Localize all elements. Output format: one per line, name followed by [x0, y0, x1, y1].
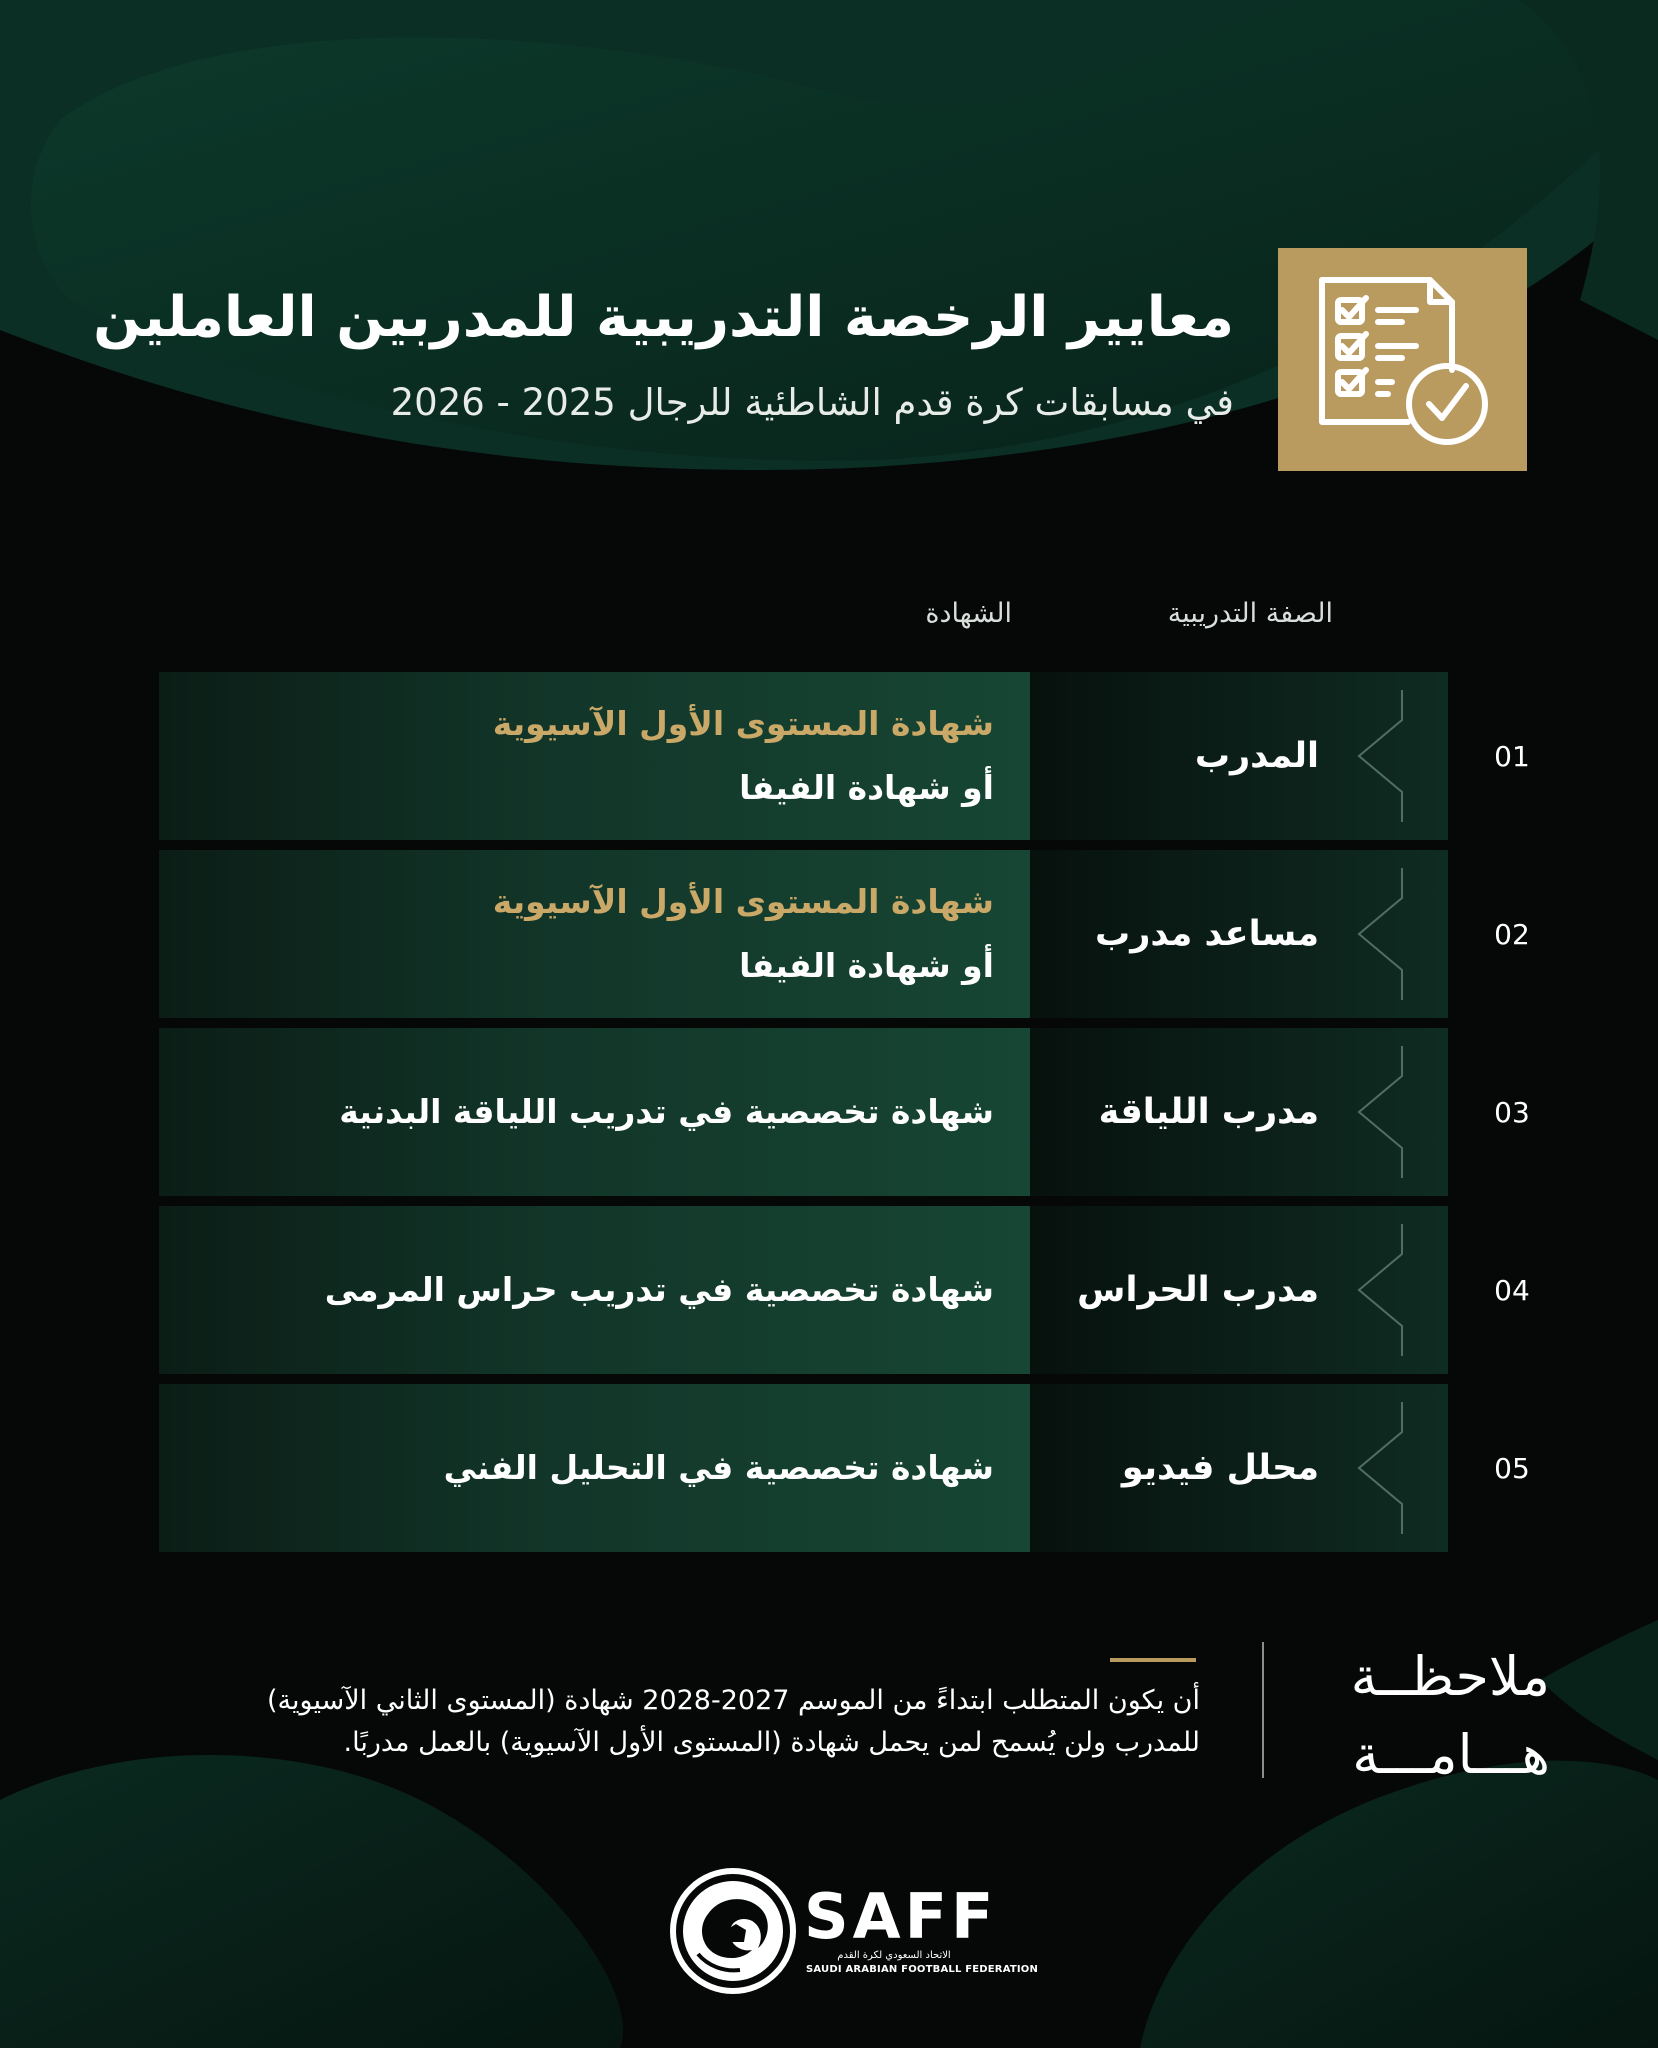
chevron-left-icon	[1356, 868, 1406, 1000]
role-label: مدرب اللياقة	[1098, 1092, 1319, 1132]
column-header-role: الصفة التدريبية	[1167, 598, 1333, 629]
note-text	[100, 1680, 1200, 1764]
certificate-text	[154, 1028, 994, 1196]
note-title	[1290, 1638, 1550, 1794]
row-number: 04	[1494, 1273, 1530, 1307]
certificate-primary: شهادة تخصصية في التحليل الفني	[443, 1448, 994, 1487]
table-row	[159, 1384, 1530, 1552]
checklist-icon	[1312, 270, 1502, 450]
row-number: 03	[1494, 1095, 1530, 1129]
certificate-text	[154, 850, 994, 1018]
page-title: معايير الرخصة التدريبية للمدربين العاملين	[93, 285, 1234, 350]
role-label: مدرب الحراس	[1077, 1270, 1319, 1310]
certificate-primary: شهادة تخصصية في تدريب حراس المرمى	[324, 1270, 994, 1309]
note-title-line-1: ملاحظــة	[1350, 1645, 1550, 1708]
note-title-line-2: هـــامـــة	[1352, 1723, 1550, 1786]
certificate-secondary: أو شهادة الفيفا	[739, 768, 994, 807]
note-accent-line	[1110, 1658, 1196, 1662]
chevron-left-icon	[1356, 1046, 1406, 1178]
chevron-left-icon	[1356, 1402, 1406, 1534]
table-row	[159, 1028, 1530, 1196]
row-number: 05	[1494, 1451, 1530, 1485]
header-icon-box	[1278, 248, 1527, 471]
certificate-text	[154, 1206, 994, 1374]
role-label: مساعد مدرب	[1095, 914, 1319, 954]
table-row	[159, 1206, 1530, 1374]
falcon-ball-emblem-icon	[668, 1866, 798, 1996]
certificate-secondary: أو شهادة الفيفا	[739, 946, 994, 985]
row-number: 01	[1494, 739, 1530, 773]
column-header-certificate: الشهادة	[925, 598, 1012, 629]
logo-english-name: SAUDI ARABIAN FOOTBALL FEDERATION	[806, 1964, 1039, 1975]
table-row	[159, 672, 1530, 840]
note-line-2: للمدرب ولن يُسمح لمن يحمل شهادة (المستوى الأول الآسيوية) بالعمل مدربًا.	[343, 1727, 1200, 1758]
logo-wordmark: SAFF	[804, 1880, 998, 1953]
certificate-primary: شهادة تخصصية في تدريب اللياقة البدنية	[339, 1092, 994, 1131]
chevron-left-icon	[1356, 1224, 1406, 1356]
certificate-primary: شهادة المستوى الأول الآسيوية	[492, 704, 994, 743]
note-line-1: أن يكون المتطلب ابتداءً من الموسم 2027-2028 شهادة (المستوى الثاني الآسيوية)	[267, 1685, 1200, 1716]
chevron-left-icon	[1356, 690, 1406, 822]
row-number: 02	[1494, 917, 1530, 951]
role-label: المدرب	[1194, 736, 1319, 776]
certificate-text	[154, 1384, 994, 1552]
page-subtitle: في مسابقات كرة قدم الشاطئية للرجال 2025 - 2026	[390, 381, 1234, 424]
note-divider	[1262, 1642, 1264, 1778]
role-label: محلل فيديو	[1121, 1448, 1319, 1488]
certificate-text	[154, 672, 994, 840]
certificate-primary: شهادة المستوى الأول الآسيوية	[492, 882, 994, 921]
logo-arabic-name: الاتحاد السعودي لكرة القدم	[837, 1950, 951, 1961]
table-row	[159, 850, 1530, 1018]
